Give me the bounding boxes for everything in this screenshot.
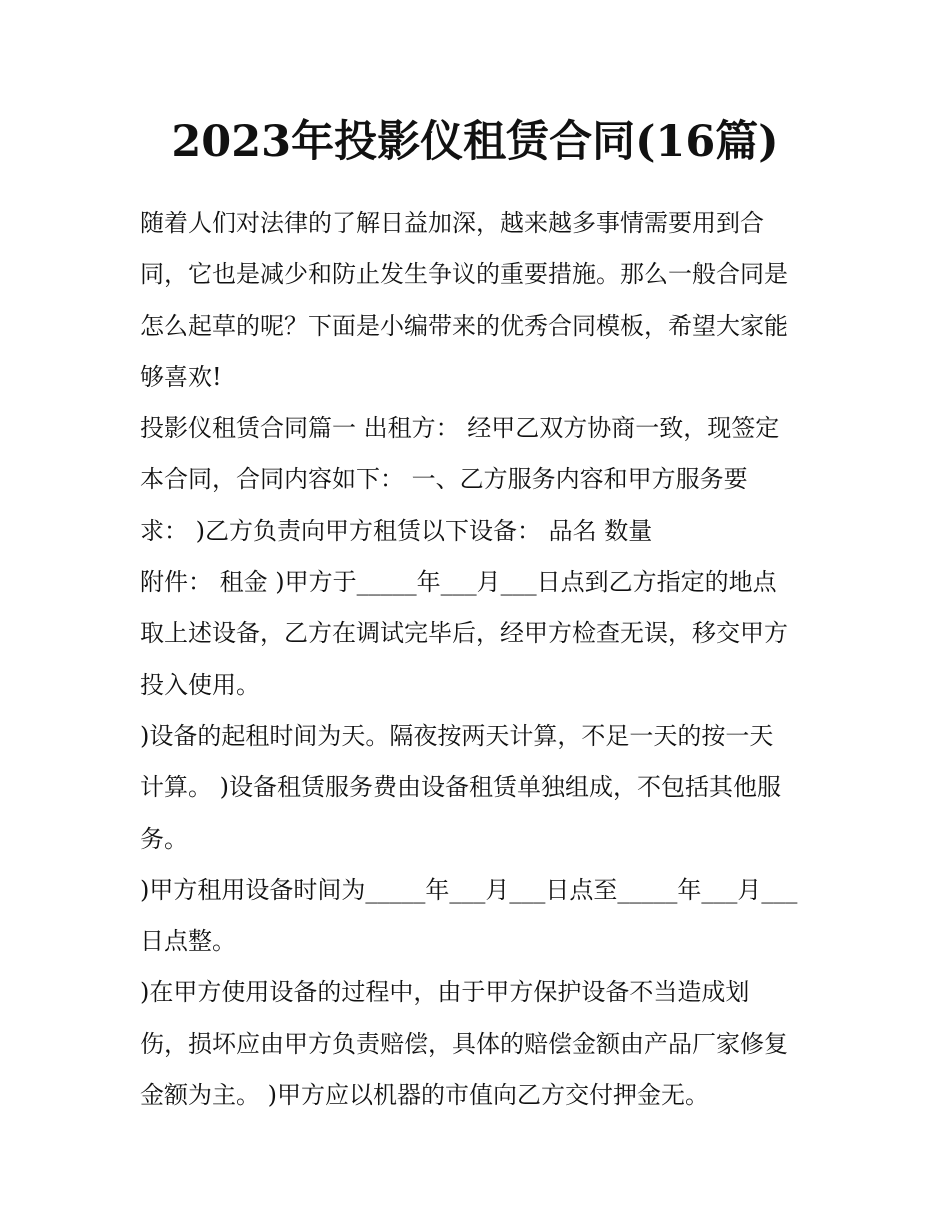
contract-paragraph — [140, 711, 812, 865]
paragraph-line: )在甲方使用设备的过程中，由于甲方保护设备不当造成划 — [140, 978, 750, 1007]
paragraph-line: )设备的起租时间为天。隔夜按两天计算，不足一天的按一天 — [140, 721, 774, 750]
paragraph-line: 本合同，合同内容如下： 一、乙方服务内容和甲方服务要 — [140, 465, 748, 494]
contract-paragraph — [140, 865, 812, 968]
document-title: 2023年投影仪租赁合同(16篇) — [171, 117, 779, 167]
paragraph-line: 取上述设备，乙方在调试完毕后，经甲方检查无误，移交甲方 — [140, 619, 788, 648]
paragraph-line: 计算。 )设备租赁服务费由设备租赁单独组成，不包括其他服 — [140, 773, 781, 802]
paragraph-line: 金额为主。 )甲方应以机器的市值向乙方交付押金无。 — [140, 1081, 709, 1110]
paragraph-line: 附件： 租金 )甲方于_____年___月___日点到乙方指定的地点 — [140, 568, 777, 597]
paragraph-line: 伤，损坏应由甲方负责赔偿，具体的赔偿金额由产品厂家修复 — [140, 1029, 788, 1058]
paragraph-line: 务。 — [140, 824, 188, 853]
paragraph-line: 投影仪租赁合同篇一 出租方： 经甲乙双方协商一致，现签定 — [140, 414, 780, 443]
paragraph-line: 求： )乙方负责向甲方租赁以下设备： 品名 数量 — [140, 516, 653, 545]
paragraph-line: 日点整。 — [140, 927, 236, 956]
paragraph-line: 够喜欢! — [140, 362, 222, 391]
paragraph-line: 同，它也是减少和防止发生争议的重要措施。那么一般合同是 — [140, 260, 788, 289]
contract-paragraph — [140, 967, 812, 1121]
intro-paragraph — [140, 198, 812, 403]
paragraph-line: 怎么起草的呢？下面是小编带来的优秀合同模板，希望大家能 — [140, 311, 788, 340]
paragraph-line: )甲方租用设备时间为_____年___月___日点至_____年___月___ — [140, 875, 798, 904]
paragraph-line: 随着人们对法律的了解日益加深，越来越多事情需要用到合 — [140, 209, 764, 237]
document-body — [140, 198, 812, 1121]
contract-paragraph — [140, 403, 812, 711]
paragraph-line: 投入使用。 — [140, 670, 260, 699]
